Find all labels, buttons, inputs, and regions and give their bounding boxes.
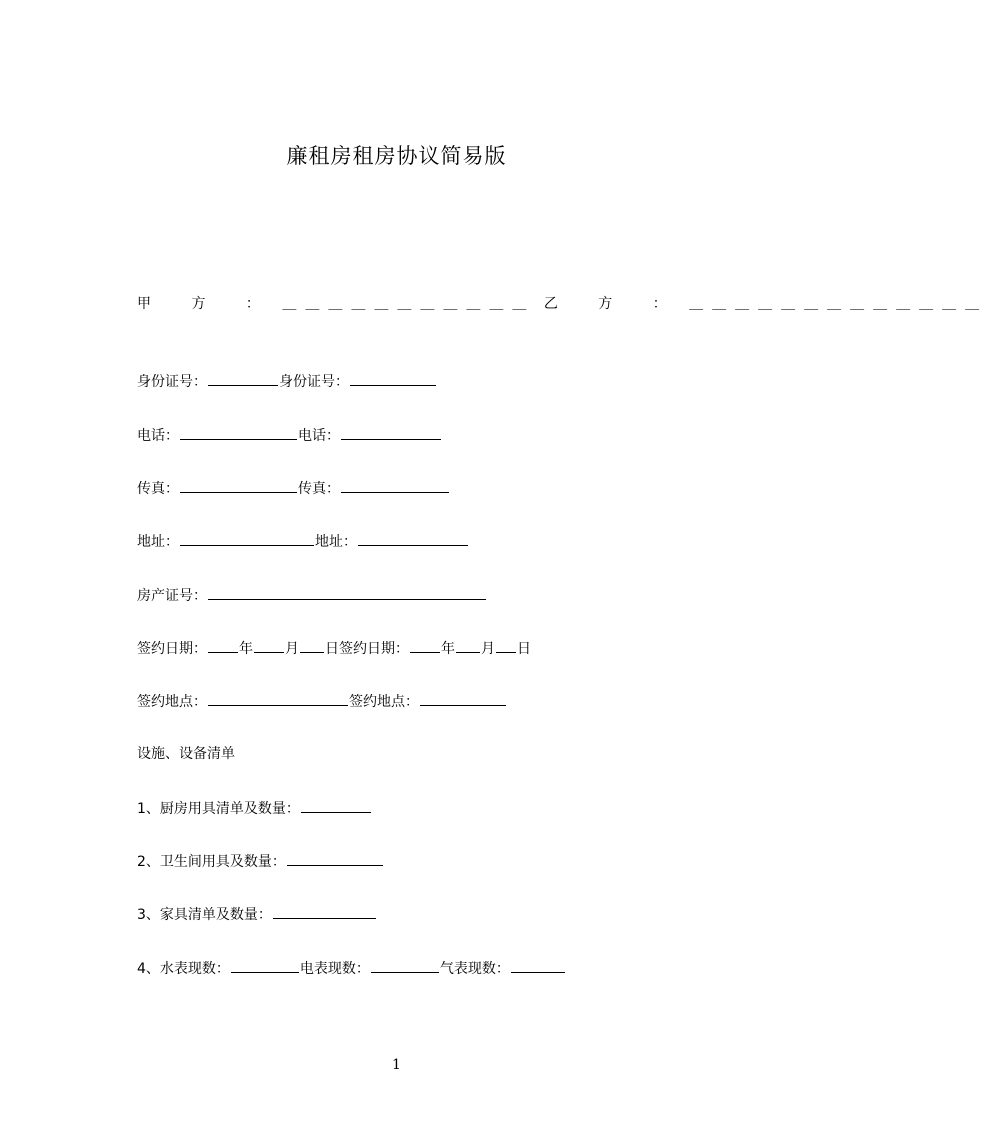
sign-date-b-label: 日签约日期： [325,641,409,657]
elec-meter-blank[interactable] [371,959,439,973]
year-b-blank[interactable] [410,639,440,653]
place-a-blank[interactable] [208,692,348,706]
furniture-row [137,905,377,924]
party-a-blank[interactable]: ＿＿＿＿＿＿＿＿＿＿＿ [282,296,536,312]
bath-row [137,852,384,871]
addr-a-blank[interactable] [180,532,314,546]
place-b-label: 签约地点： [349,694,419,710]
fax-a-label: 传真： [137,481,179,497]
day-b-label: 日 [517,641,531,657]
sign-date-a-label: 签约日期： [137,641,207,657]
year-a-label: 年 [239,641,253,657]
kitchen-label: 1、厨房用具清单及数量： [137,801,300,817]
addr-b-blank[interactable] [358,532,468,546]
gas-meter-label: 气表现数： [439,961,510,977]
month-a-label: 月 [285,641,299,657]
sign-place-row [137,692,507,711]
day-a-blank[interactable] [300,639,324,653]
kitchen-row [137,799,372,818]
deed-blank[interactable] [208,586,486,600]
deed-label: 房产证号： [137,588,207,604]
month-a-blank[interactable] [254,639,284,653]
fax-b-label: 传真： [298,481,340,497]
place-b-blank[interactable] [420,692,506,706]
fax-a-blank[interactable] [180,479,297,493]
year-a-blank[interactable] [208,639,238,653]
party-b-label: 乙 方 ： [543,296,685,312]
month-b-blank[interactable] [456,639,480,653]
party-line [137,293,988,313]
fax-row [137,479,450,498]
id-a-blank[interactable] [208,372,278,386]
address-row [137,532,469,551]
id-row [137,372,437,391]
bath-blank[interactable] [287,852,383,866]
furniture-blank[interactable] [273,905,376,919]
month-b-label: 月 [481,641,495,657]
place-a-label: 签约地点： [137,694,207,710]
id-b-label: 身份证号： [279,374,349,390]
phone-a-blank[interactable] [180,426,297,440]
sign-date-row [137,639,531,658]
phone-row [137,426,442,445]
page-number: 1 [392,1057,401,1073]
phone-b-label: 电话： [298,428,340,444]
water-meter-blank[interactable] [231,959,299,973]
day-b-blank[interactable] [496,639,516,653]
furniture-label: 3、家具清单及数量： [137,907,272,923]
addr-b-label: 地址： [315,534,357,550]
phone-a-label: 电话： [137,428,179,444]
phone-b-blank[interactable] [341,426,441,440]
bath-label: 2、卫生间用具及数量： [137,854,286,870]
party-b-blank[interactable]: ＿＿＿＿＿＿＿＿＿＿＿＿＿ [689,296,988,312]
addr-a-label: 地址： [137,534,179,550]
kitchen-blank[interactable] [301,799,371,813]
document-title: 廉租房租房协议简易版 [286,144,507,168]
meter-row [137,959,566,978]
water-meter-label: 4、水表现数： [137,961,230,977]
gas-meter-blank[interactable] [511,959,565,973]
fax-b-blank[interactable] [341,479,449,493]
id-b-blank[interactable] [350,372,436,386]
deed-row [137,586,487,605]
elec-meter-label: 电表现数： [299,961,370,977]
party-a-label: 甲 方 ： [137,296,278,312]
section-heading: 设施、设备清单 [137,746,235,762]
year-b-label: 年 [441,641,455,657]
id-a-label: 身份证号： [137,374,207,390]
